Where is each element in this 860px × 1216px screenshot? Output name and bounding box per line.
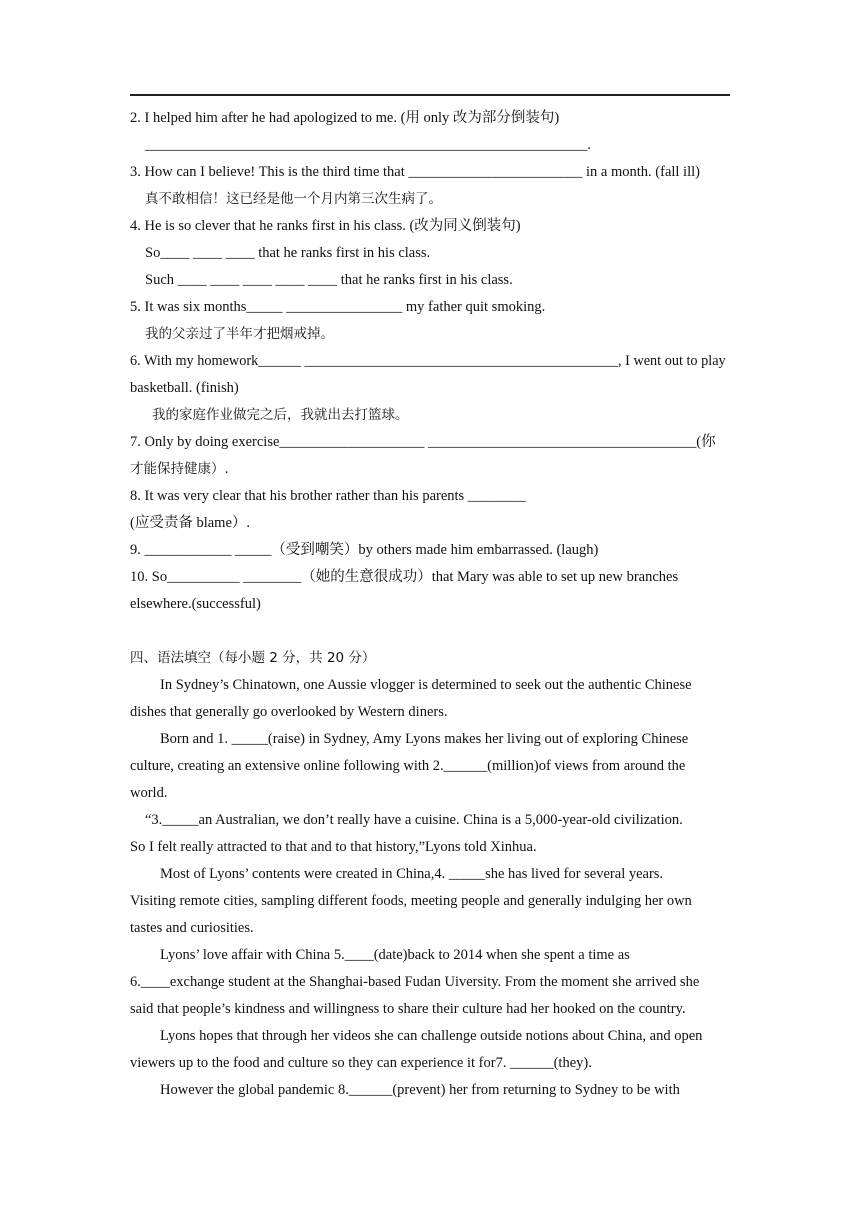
q4-so-line: So____ ____ ____ that he ranks first in his class. bbox=[145, 245, 431, 261]
passage-line: So I felt really attracted to that and to that history,”Lyons told Xinhua. bbox=[130, 839, 537, 855]
passage-line: 6.____exchange student at the Shanghai-based Fudan Uiversity. From the moment she arrived she bbox=[130, 974, 700, 990]
q4-such-line: Such ____ ____ ____ ____ ____ that he ranks first in his class. bbox=[145, 272, 513, 288]
q7-chinese-hint: 才能保持健康）. bbox=[130, 461, 229, 477]
passage-line: said that people’s kindness and willingness to share their culture had her hooked on the country. bbox=[130, 1001, 686, 1017]
q6-prompt: 6. With my homework______ ____________________________________________, I went out to play bbox=[130, 353, 726, 369]
passage-line: Lyons’ love affair with China 5.____(date)back to 2014 when she spent a time as bbox=[160, 947, 630, 963]
passage-line: “3._____an Australian, we don’t really have a cuisine. China is a 5,000-year-old civilization. bbox=[145, 812, 683, 828]
q10-prompt: 10. So__________ ________（她的生意很成功）that Mary was able to set up new branches bbox=[130, 569, 679, 585]
passage-line: tastes and curiosities. bbox=[130, 920, 254, 936]
q8-chinese-hint: (应受责备 blame）. bbox=[130, 515, 251, 531]
q10-prompt-cont: elsewhere.(successful) bbox=[130, 596, 261, 612]
section4-heading: 四、语法填空（每小题 2 分，共 20 分） bbox=[130, 650, 376, 666]
passage-line: Visiting remote cities, sampling different foods, meeting people and generally indulging her own bbox=[130, 893, 692, 909]
passage-line: Most of Lyons’ contents were created in China,4. _____she has lived for several years. bbox=[160, 866, 664, 882]
q6-prompt-cont: basketball. (finish) bbox=[130, 380, 239, 396]
q5-chinese-hint: 我的父亲过了半年才把烟戒掉。 bbox=[145, 326, 334, 342]
passage-line: dishes that generally go overlooked by Western diners. bbox=[130, 704, 448, 720]
q7-prompt: 7. Only by doing exercise____________________ _____________________________________(你 bbox=[130, 434, 716, 450]
passage-line: culture, creating an extensive online following with 2.______(million)of views from around the bbox=[130, 758, 686, 774]
passage-line: In Sydney’s Chinatown, one Aussie vlogger is determined to seek out the authentic Chinese bbox=[160, 677, 692, 693]
q5-prompt: 5. It was six months_____ ________________ my father quit smoking. bbox=[130, 299, 546, 315]
passage-line: world. bbox=[130, 785, 168, 801]
q4-prompt: 4. He is so clever that he ranks first in his class. (改为同义倒装句) bbox=[130, 218, 521, 234]
top-rule bbox=[130, 94, 730, 96]
q2-prompt: 2. I helped him after he had apologized to me. (用 only 改为部分倒装句) bbox=[130, 110, 560, 126]
q3-chinese-hint: 真不敢相信！这已经是他一个月内第三次生病了。 bbox=[145, 191, 442, 207]
q3-prompt: 3. How can I believe! This is the third time that ________________________ in a month. (fall ill) bbox=[130, 164, 700, 180]
q6-chinese-hint: 我的家庭作业做完之后，我就出去打篮球。 bbox=[152, 407, 409, 423]
q2-answer-blank: _____________________________________________________________. bbox=[145, 137, 591, 153]
passage-line: Lyons hopes that through her videos she can challenge outside notions about China, and open bbox=[160, 1028, 703, 1044]
passage-line: viewers up to the food and culture so they can experience it for7. ______(they). bbox=[130, 1055, 592, 1071]
q8-prompt: 8. It was very clear that his brother rather than his parents ________ bbox=[130, 488, 526, 504]
q9-prompt: 9. ____________ _____（受到嘲笑）by others made him embarrassed. (laugh) bbox=[130, 542, 599, 558]
passage-line: Born and 1. _____(raise) in Sydney, Amy Lyons makes her living out of exploring Chinese bbox=[160, 731, 689, 747]
passage-line: However the global pandemic 8.______(prevent) her from returning to Sydney to be with bbox=[160, 1082, 680, 1098]
